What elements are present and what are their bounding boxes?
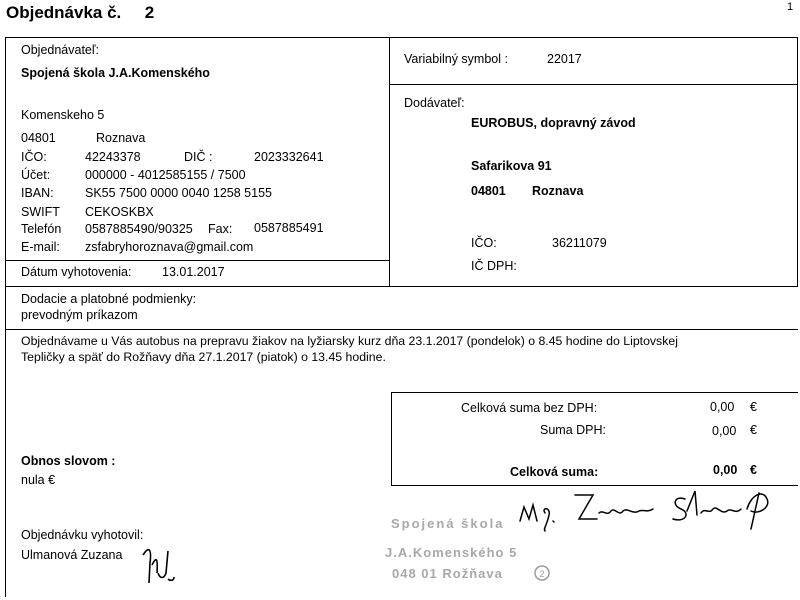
frame-middle [389, 37, 390, 286]
totals-box-left [391, 392, 392, 486]
page-number: 1 [787, 1, 794, 13]
order-number: 2 [144, 3, 155, 22]
supplier-label: Dodávateľ: [404, 96, 465, 110]
vat-value: 0,00 [712, 424, 737, 438]
orderer-email-label: E-mail: [21, 240, 60, 254]
orderer-phone: 0587885490/90325 [85, 222, 193, 236]
stamp-line-2: J.A.Komenského 5 [385, 545, 518, 560]
stamp-line-1: Spojená škola [391, 516, 505, 531]
orderer-ico-label: IČO: [21, 150, 47, 164]
total-label: Celková suma: [510, 465, 599, 479]
orderer-dic-label: DIČ : [184, 150, 213, 164]
orderer-iban-label: IBAN: [21, 186, 54, 200]
in-words-label: Obnos slovom : [21, 454, 116, 468]
orderer-street: Komenskeho 5 [21, 108, 105, 122]
orderer-account-label: Účet: [21, 168, 51, 182]
frame-terms-top [5, 286, 798, 287]
stamp-line-3: 048 01 Rožňava [392, 566, 503, 581]
description-line-1: Objednávame u Vás autobus na prepravu žiakov na lyžiarsky kurz dňa 23.1.2017 (pondelok) o 8.45 hodine do Liptovskej [21, 334, 678, 348]
currency-2: € [750, 423, 757, 437]
orderer-fax: 0587885491 [254, 221, 324, 235]
supplier-zip: 04801 [471, 184, 506, 198]
supplier-name: EUROBUS, dopravný závod [471, 116, 636, 130]
supplier-city: Roznava [532, 184, 584, 198]
frame-right-top [797, 37, 798, 287]
currency-1: € [750, 400, 757, 414]
in-words-value: nula € [21, 473, 56, 487]
frame-desc-top [5, 329, 798, 330]
orderer-swift: CEKOSKBX [85, 205, 154, 219]
supplier-ico: 36211079 [552, 236, 607, 250]
frame-left [5, 37, 6, 597]
orderer-account: 000000 - 4012585155 / 7500 [85, 168, 246, 182]
orderer-city: Roznava [96, 131, 146, 145]
stamp-emblem [533, 564, 551, 582]
total-without-vat-label: Celková suma bez DPH: [461, 401, 598, 415]
orderer-email: zsfabryhoroznava@gmail.com [85, 240, 254, 254]
orderer-ico: 42243378 [85, 150, 141, 164]
terms-label: Dodacie a platobné podmienky: [21, 292, 197, 306]
currency-3: € [750, 463, 757, 477]
orderer-fax-label: Fax: [208, 222, 233, 236]
supplier-ico-label: IČO: [471, 236, 497, 250]
issuer-name: Ulmanová Zuzana [21, 548, 123, 562]
orderer-swift-label: SWIFT [21, 205, 60, 219]
orderer-iban: SK55 7500 0000 0040 1258 5155 [85, 186, 272, 200]
orderer-label: Objednávateľ: [21, 43, 100, 57]
variable-symbol-value: 22017 [547, 52, 582, 66]
frame-vs-bottom [389, 84, 797, 85]
director-signature [515, 485, 790, 535]
orderer-zip: 04801 [21, 131, 56, 145]
total-without-vat-value: 0,00 [710, 400, 735, 414]
order-title-label: Objednávka č. [6, 3, 122, 22]
orderer-name: Spojená škola J.A.Komenského [21, 66, 210, 80]
orderer-dic: 2023332641 [254, 150, 324, 164]
orderer-phone-label: Telefón [21, 222, 62, 236]
vat-label: Suma DPH: [540, 423, 606, 437]
terms-value: prevodným príkazom [21, 308, 138, 322]
date-label: Dátum vyhotovenia: [21, 265, 132, 279]
issuer-label: Objednávku vyhotovil: [21, 528, 144, 542]
description-line-2: Tepličky a späť do Rožňavy dňa 27.1.2017 (piatok) o 13.45 hodine. [21, 350, 386, 364]
order-title [6, 3, 154, 23]
totals-box-top [391, 392, 798, 393]
supplier-icdph-label: IČ DPH: [471, 259, 517, 273]
frame-top [5, 37, 798, 38]
total-value: 0,00 [713, 463, 738, 477]
svg-text:2: 2 [539, 569, 545, 579]
frame-date-top [5, 260, 389, 261]
issuer-signature [140, 543, 176, 588]
supplier-street: Safarikova 91 [471, 159, 552, 173]
variable-symbol-label: Variabilný symbol : [404, 52, 508, 66]
date-value: 13.01.2017 [162, 265, 225, 279]
